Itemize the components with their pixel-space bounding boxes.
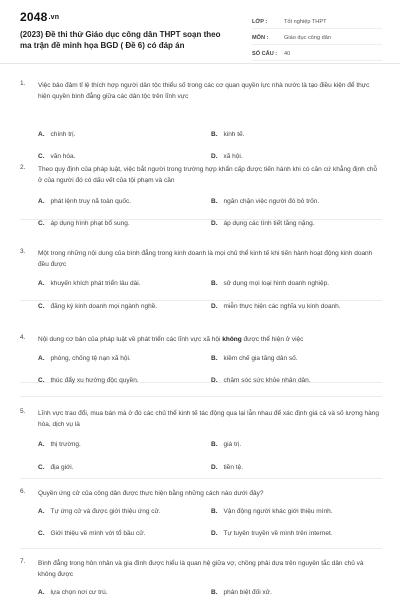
question-number: 6. [20,488,26,495]
option-letter: B. [211,131,218,138]
logo-text: 2048 [20,10,48,24]
option-b[interactable] [211,441,241,448]
option-text: tiền tệ. [223,464,244,471]
meta-value: 40 [284,51,291,57]
option-letter: A. [38,508,45,515]
option-text: áp dụng hình phạt bổ sung. [50,220,130,227]
option-letter: A. [38,589,45,596]
option-text: sử dụng mọi loại hình doanh nghiệp. [223,280,330,287]
option-c[interactable] [38,303,157,310]
option-b[interactable] [211,355,298,362]
option-a[interactable] [38,131,75,138]
question-number: 3. [20,248,26,255]
option-letter: D. [211,153,218,160]
option-text: Tự ứng cử và được giới thiệu ứng cử. [50,508,161,515]
question-text: Theo quy định của pháp luật, việc bắt người trong trường hợp khẩn cấp được tiến hành khi có căn cứ khẳng định chỗ ở của người đó có dấu vết của tội phạm và cần [38,166,378,184]
option-letter: A. [38,131,45,138]
question-text-part: được thể hiện ở việc [241,336,304,343]
question-text: Lĩnh vực trao đổi, mua bán mà ở đó các chủ thể kinh tế tác động qua lại lẫn nhau để xác định giá cả và số lượng hàng hóa, dịch vụ là [38,410,379,428]
question-divider [20,478,382,479]
option-letter: B. [211,441,218,448]
option-letter: A. [38,198,45,205]
option-letter: C. [38,220,45,227]
option-d[interactable] [211,464,243,471]
option-text: thị trường. [50,441,81,448]
option-text: văn hóa. [50,153,76,160]
meta-row-subject [252,32,382,45]
option-letter: A. [38,355,45,362]
option-text: chính trị. [50,131,76,138]
option-d[interactable] [211,303,341,310]
meta-label: SỐ CÂU : [252,51,278,57]
option-text: địa giới. [50,464,74,471]
option-a[interactable] [38,441,81,448]
option-letter: C. [38,377,45,384]
option-a[interactable] [38,589,108,596]
document-header [0,0,400,64]
question-divider [20,300,382,301]
option-letter: C. [38,530,45,537]
option-text: kiềm chế gia tăng dân số. [223,355,298,362]
option-d[interactable] [211,220,315,227]
question-text: Bình đẳng trong hôn nhân và gia đình được hiểu là quan hệ giữa vợ, chồng phải dựa trên nguyên tắc dân chủ và không được [38,560,364,578]
option-d[interactable] [211,377,311,384]
question-divider [20,396,382,397]
option-text: giá trị. [223,441,242,448]
option-text: phân biệt đối xử. [223,589,272,596]
option-text: áp dụng các tình tiết tăng nặng. [223,220,315,227]
option-d[interactable] [211,530,333,537]
option-text: kinh tế. [223,131,245,138]
option-letter: A. [38,280,45,287]
meta-value: Giáo dục công dân [284,35,331,41]
question-number: 7. [20,558,26,565]
option-a[interactable] [38,198,131,205]
option-a[interactable] [38,508,161,515]
question-number: 5. [20,408,26,415]
exam-title: (2023) Đề thi thử Giáo dục công dân THPT soạn theo ma trận đề minh họa BGD ( Đề 6) có đáp án [20,30,221,50]
question-text: Việc bảo đảm tỉ lệ thích hợp người dân tộc thiểu số trong các cơ quan quyền lực nhà nước là tạo điều kiện để thực hiện quyền bình đẳng giữa các dân tộc trên lĩnh vực [38,82,370,100]
option-text: Giới thiệu về mình với tổ bầu cử. [50,530,146,537]
meta-value: Tốt nghiệp THPT [284,19,327,25]
option-b[interactable] [211,589,272,596]
option-letter: B. [211,280,218,287]
option-letter: D. [211,464,218,471]
meta-row-count [252,48,382,61]
question-number: 4. [20,334,26,341]
option-d[interactable] [211,153,243,160]
option-c[interactable] [38,530,145,537]
option-text: thúc đẩy xu hướng độc quyền. [50,377,139,384]
option-text: Vận động người khác giới thiệu mình. [223,508,333,515]
option-letter: B. [211,508,218,515]
option-text: đăng ký kinh doanh mọi ngành nghề. [50,303,158,310]
option-letter: C. [38,464,45,471]
option-b[interactable] [211,280,329,287]
option-b[interactable] [211,508,333,515]
question-text-part: Nội dung cơ bản của pháp luật về phát triển các lĩnh vực xã hội [38,336,223,343]
option-text: miễn thực hiện các nghĩa vụ kinh doanh. [223,303,341,310]
option-text: lựa chọn nơi cư trú. [50,589,108,596]
option-letter: D. [211,377,218,384]
question-number: 2. [20,164,26,171]
option-b[interactable] [211,198,319,205]
meta-label: MÔN : [252,35,269,41]
question-divider [20,548,382,549]
question-text [38,334,383,345]
option-text: phát lệnh truy nã toàn quốc. [50,198,132,205]
option-text: chăm sóc sức khỏe nhân dân. [223,377,311,384]
meta-label: LỚP : [252,19,268,25]
option-text: xã hội. [223,153,243,160]
option-letter: D. [211,303,218,310]
option-text: khuyến khích phát triển lâu dài. [50,280,141,287]
option-letter: B. [211,589,218,596]
option-letter: B. [211,355,218,362]
option-letter: D. [211,530,218,537]
option-c[interactable] [38,220,130,227]
option-text: Tự tuyên truyền về mình trên internet. [223,530,333,537]
option-b[interactable] [211,131,244,138]
option-a[interactable] [38,280,140,287]
option-text: ngăn chặn việc người đó bỏ trốn. [223,198,320,205]
option-c[interactable] [38,464,74,471]
meta-row-class [252,16,382,29]
option-letter: C. [38,153,45,160]
option-c[interactable] [38,153,75,160]
option-c[interactable] [38,377,139,384]
question-number: 1. [20,80,26,87]
question-text: Quyền ứng cử của công dân được thực hiện bằng những cách nào dưới đây? [38,490,264,497]
logo-suffix: .vn [48,14,60,21]
option-a[interactable] [38,355,131,362]
question-text-emphasis: không [222,336,242,343]
option-letter: D. [211,220,218,227]
option-letter: B. [211,198,218,205]
option-letter: C. [38,303,45,310]
option-text: phòng, chống tệ nạn xã hội. [50,355,131,362]
option-letter: A. [38,441,45,448]
question-text: Một trong những nội dung của bình đẳng trong kinh doanh là mọi chủ thể kinh tế khi tiến hành hoạt động kinh doanh đều được [38,250,373,268]
exam-meta [252,16,382,64]
